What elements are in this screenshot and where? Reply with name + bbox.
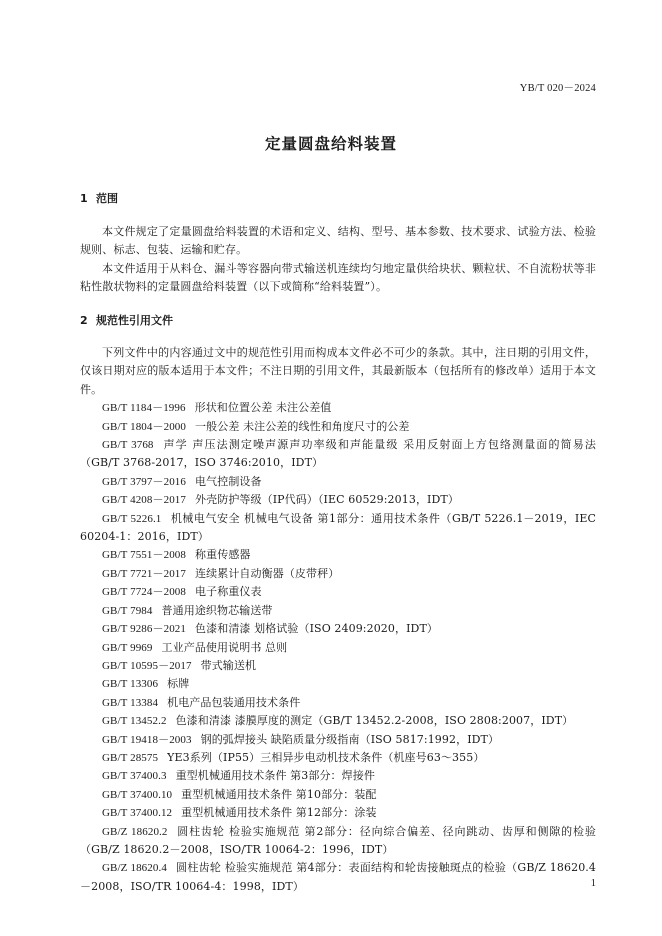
reference-code: GB/T 9969 [102, 641, 153, 654]
reference-title: 圆柱齿轮 检验实施规范 第4部分：表面结构和轮齿接触斑点的检验（GB/Z 18620.4－2008，ISO/TR 10064-4：1998，IDT） [80, 861, 596, 893]
reference-code: GB/T 13384 [102, 696, 159, 709]
section-1-heading [80, 190, 118, 206]
standard-code: YB/T 020－2024 [519, 83, 596, 94]
reference-item [80, 639, 596, 657]
reference-code: GB/T 10595－2017 [102, 659, 192, 672]
reference-item [80, 731, 596, 749]
reference-code: GB/T 3768 [102, 439, 154, 452]
reference-item [80, 694, 596, 712]
reference-code: GB/T 37400.3 [102, 770, 167, 783]
reference-title: 色漆和清漆 漆膜厚度的测定（GB/T 13452.2-2008，ISO 2808:2007，IDT） [175, 714, 574, 728]
reference-title: 机械电气安全 机械电气设备 第1部分：通用技术条件（GB/T 5226.1－2019，IEC 60204-1：2016，IDT） [80, 511, 596, 544]
reference-item [80, 675, 596, 693]
reference-code: GB/T 3797－2016 [102, 475, 187, 488]
reference-item [80, 712, 596, 730]
reference-item [80, 602, 596, 620]
reference-title: 色漆和清漆 划格试验（ISO 2409:2020，IDT） [195, 622, 439, 636]
reference-title: YE3系列（IP55）三相异步电动机技术条件（机座号63～355） [167, 750, 485, 764]
reference-items [80, 399, 596, 896]
reference-item [80, 399, 596, 417]
reference-title: 外壳防护等级（IP代码）（IEC 60529:2013，IDT） [195, 493, 459, 507]
reference-title: 标牌 [167, 677, 190, 691]
reference-code: GB/T 7984 [102, 604, 153, 617]
reference-item [80, 823, 596, 860]
reference-code: GB/Z 18620.4 [102, 862, 167, 875]
reference-item [80, 657, 596, 675]
reference-item [80, 473, 596, 491]
reference-title: 重型机械通用技术条件 第12部分：涂装 [181, 806, 377, 820]
reference-title: 重型机械通用技术条件 第3部分：焊接件 [175, 769, 375, 783]
reference-item [80, 546, 596, 564]
reference-code: GB/T 7721－2017 [102, 567, 187, 580]
reference-code: GB/T 7551－2008 [102, 549, 187, 562]
reference-title: 重型机械通用技术条件 第10部分：装配 [181, 787, 377, 801]
section-2-heading [80, 312, 173, 328]
reference-item [80, 436, 596, 473]
scope-paragraph: 本文件适用于从料仓、漏斗等容器向带式输送机连续均匀地定量供给块状、颗粒状、不自流粉状等非粘性散状物料的定量圆盘给料装置（以下或简称“给料装置”）。 [80, 261, 596, 294]
scope-paragraph: 本文件规定了定量圆盘给料装置的术语和定义、结构、型号、基本参数、技术要求、试验方法、检验规则、标志、包装、运输和贮存。 [80, 225, 596, 257]
reference-item [80, 749, 596, 767]
reference-title: 电子称重仪表 [195, 585, 262, 599]
reference-title: 称重传感器 [195, 548, 251, 562]
reference-item [80, 767, 596, 785]
page-number: 1 [590, 878, 596, 889]
reference-title: 带式输送机 [200, 658, 257, 672]
reference-item [80, 565, 596, 583]
reference-item [80, 418, 596, 436]
reference-code: GB/T 37400.10 [102, 788, 173, 801]
section-2-number: 2 [80, 314, 88, 327]
reference-code: GB/T 9286－2021 [102, 623, 187, 636]
section-1-body [80, 223, 596, 297]
reference-title: 机电产品包装通用技术条件 [167, 695, 301, 709]
reference-title: 一般公差 未注公差的线性和角度尺寸的公差 [195, 419, 410, 433]
reference-item [80, 583, 596, 601]
section-2-title: 规范性引用文件 [96, 314, 173, 327]
reference-code: GB/T 13306 [102, 678, 159, 691]
reference-code: GB/T 19418－2003 [102, 733, 192, 746]
reference-item [80, 859, 596, 896]
reference-code: GB/T 7724－2008 [102, 586, 187, 599]
reference-code: GB/T 4208－2017 [102, 494, 187, 507]
document-title: 定量圆盘给料装置 [264, 135, 397, 153]
reference-title: 钢的弧焊接头 缺陷质量分级指南（ISO 5817:1992，IDT） [200, 732, 500, 746]
reference-title: 形状和位置公差 未注公差值 [194, 401, 332, 415]
reference-title: 电气控制设备 [195, 474, 262, 488]
section-1-number: 1 [80, 192, 88, 205]
reference-title: 工业产品使用说明书 总则 [161, 640, 288, 654]
reference-title: 声学 声压法测定噪声源声功率级和声能量级 采用反射面上方包络测量面的简易法（GB/T 3768-2017，ISO 3746:2010，IDT） [80, 438, 596, 470]
reference-item [80, 786, 596, 804]
reference-code: GB/T 28575 [102, 751, 159, 764]
reference-code: GB/T 5226.1 [102, 512, 162, 525]
references-intro: 下列文件中的内容通过文中的规范性引用而构成本文件必不可少的条款。其中，注日期的引用文件，仅该日期对应的版本适用于本文件；不注日期的引用文件，其最新版本（包括所有的修改单）适用于本文件。 [80, 346, 596, 396]
reference-title: 圆柱齿轮 检验实施规范 第2部分：径向综合偏差、径向跳动、齿厚和侧隙的检验（GB/Z 18620.2－2008，ISO/TR 10064-2：1996，IDT） [80, 824, 596, 856]
reference-title: 普通用途织物芯输送带 [161, 603, 273, 617]
reference-item [80, 491, 596, 509]
reference-code: GB/T 1184－1996 [102, 402, 186, 415]
reference-item [80, 804, 596, 822]
reference-code: GB/Z 18620.2 [102, 825, 168, 838]
reference-code: GB/T 13452.2 [102, 715, 167, 728]
references-list [80, 344, 596, 896]
reference-title: 连续累计自动衡器（皮带秤） [195, 566, 340, 580]
reference-code: GB/T 37400.12 [102, 807, 173, 820]
reference-item [80, 510, 596, 547]
section-1-title: 范围 [96, 192, 118, 205]
reference-code: GB/T 1804－2000 [102, 420, 187, 433]
reference-item [80, 620, 596, 638]
